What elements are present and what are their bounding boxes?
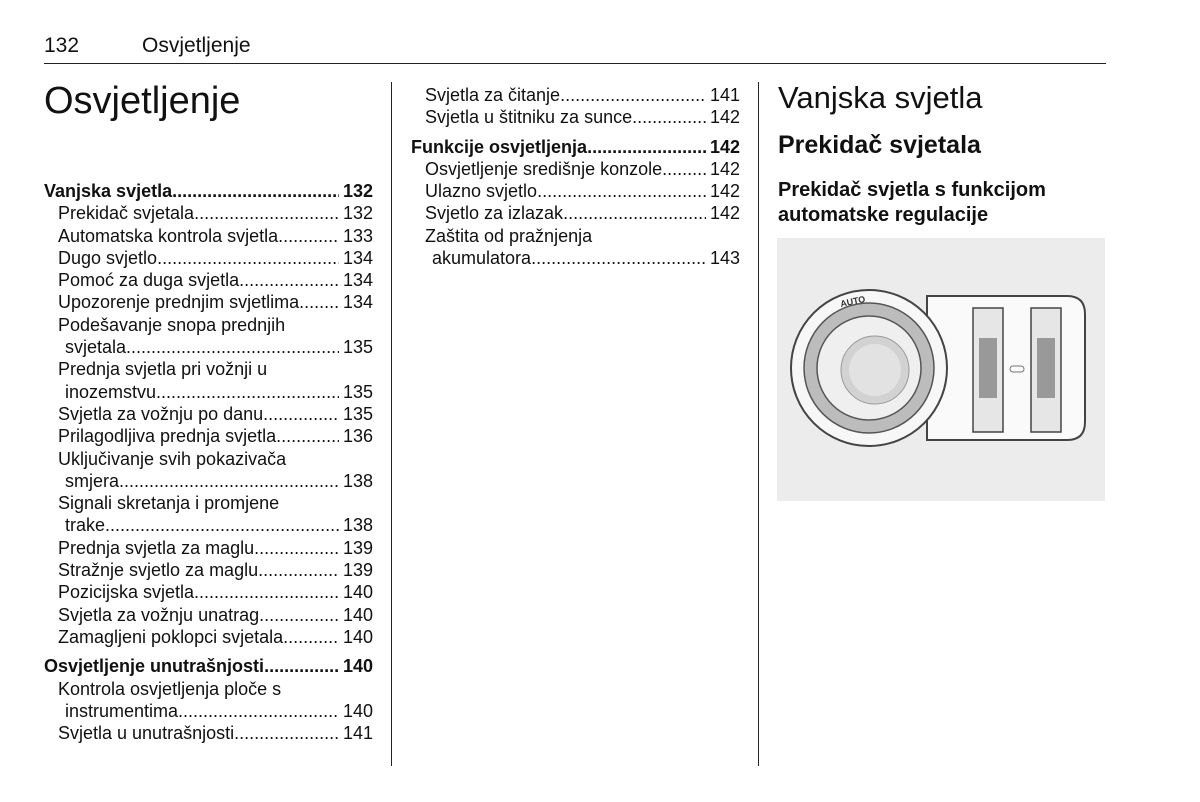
toc-page-number: 143	[709, 248, 740, 269]
table-of-contents-column-2	[411, 84, 740, 269]
toc-entry	[44, 700, 373, 722]
toc-page-number: 142	[709, 181, 740, 202]
toc-page-number: 138	[342, 515, 373, 536]
toc-entry	[44, 626, 373, 648]
toc-leader-dots	[587, 136, 706, 158]
toc-entry	[44, 403, 373, 425]
toc-entry	[44, 202, 373, 224]
toc-leader-dots	[299, 291, 339, 313]
toc-leader-dots	[258, 559, 339, 581]
toc-leader-dots	[632, 106, 706, 128]
toc-entry	[411, 136, 740, 158]
toc-entry-label: Stražnje svjetlo za maglu	[58, 560, 259, 581]
toc-page-number: 141	[342, 723, 373, 744]
toc-entry-label: Prilagodljiva prednja svjetla	[58, 426, 277, 447]
toc-entry-label-continued: svjetala	[65, 337, 127, 358]
toc-entry-label: Pomoć za duga svjetla	[58, 270, 240, 291]
toc-page-number: 135	[342, 403, 373, 424]
toc-entry	[44, 604, 373, 626]
toc-entry-label-continued: akumulatora	[432, 248, 532, 269]
toc-entry-label-continued: smjera	[65, 470, 120, 491]
toc-leader-dots	[537, 180, 706, 202]
toc-entry	[44, 269, 373, 291]
toc-page-number: 135	[342, 337, 373, 358]
toc-leader-dots	[259, 604, 339, 626]
toc-entry-label: Kontrola osvjetljenja ploče s	[58, 678, 282, 699]
toc-entry-label: Vanjska svjetla	[44, 181, 173, 201]
toc-page-number: 141	[709, 85, 740, 105]
toc-entry-label: Prekidač svjetala	[58, 203, 195, 224]
toc-entry-label: Ulazno svjetlo	[425, 181, 538, 202]
toc-entry-label: Svjetla za vožnju po danu	[58, 403, 264, 424]
toc-entry-label-continued: inozemstvu	[65, 381, 157, 402]
toc-entry	[44, 581, 373, 603]
toc-entry	[44, 722, 373, 744]
section-heading: Vanjska svjetla	[778, 80, 983, 115]
toc-entry-label: Signali skretanja i promjene	[58, 493, 280, 514]
toc-entry-label: Svjetla u štitniku za sunce	[425, 107, 633, 128]
toc-entry-label: Svjetla za čitanje	[425, 85, 561, 105]
toc-leader-dots	[283, 626, 339, 648]
subsection-heading: Prekidač svjetala	[778, 131, 981, 159]
column-divider	[758, 82, 759, 766]
toc-entry-label: Osvjetljenje središnje konzole	[425, 158, 663, 179]
toc-page-number: 140	[342, 626, 373, 647]
running-head	[44, 34, 251, 58]
header-rule	[44, 63, 1106, 64]
toc-entry	[44, 559, 373, 581]
toc-leader-dots	[194, 581, 339, 603]
dial-label-auto: AUTO	[839, 293, 867, 309]
toc-entry	[44, 225, 373, 247]
toc-leader-dots	[156, 381, 339, 403]
toc-entry	[44, 655, 373, 677]
toc-entry	[411, 106, 740, 128]
toc-page-number: 142	[709, 158, 740, 179]
toc-entry-label: Funkcije osvjetljenja	[411, 136, 588, 157]
toc-page-number: 134	[342, 292, 373, 313]
toc-entry	[44, 470, 373, 492]
toc-page-number: 132	[342, 203, 373, 224]
column-divider	[391, 82, 392, 766]
toc-page-number: 140	[342, 656, 373, 677]
toc-leader-dots	[126, 336, 339, 358]
toc-leader-dots	[178, 700, 339, 722]
toc-leader-dots	[276, 425, 339, 447]
toc-page-number: 140	[342, 582, 373, 603]
toc-entry	[44, 180, 373, 202]
toc-page-number: 133	[342, 225, 373, 246]
toc-leader-dots	[172, 180, 339, 202]
toc-page-number: 136	[342, 426, 373, 447]
toc-entry-label: Prednja svjetla za maglu	[58, 537, 255, 558]
toc-leader-dots	[560, 84, 706, 106]
toc-leader-dots	[234, 722, 339, 744]
toc-entry-label: Automatska kontrola svjetla	[58, 225, 279, 246]
toc-entry	[411, 84, 740, 106]
chapter-title: Osvjetljenje	[44, 80, 241, 122]
toc-entry	[411, 180, 740, 202]
toc-page-number: 142	[709, 107, 740, 128]
toc-leader-dots	[263, 403, 339, 425]
toc-entry-label: Zamagljeni poklopci svjetala	[58, 626, 284, 647]
toc-page-number: 134	[342, 270, 373, 291]
toc-page-number: 134	[342, 247, 373, 268]
page-number: 132	[44, 34, 80, 57]
toc-entry-label-continued: trake	[65, 515, 106, 536]
toc-entry	[411, 158, 740, 180]
toc-page-number: 140	[342, 604, 373, 625]
toc-leader-dots	[119, 470, 339, 492]
light-switch-figure	[777, 238, 1105, 501]
toc-leader-dots	[254, 537, 339, 559]
toc-entry-label: Upozorenje prednjim svjetlima	[58, 292, 300, 313]
toc-page-number: 138	[342, 470, 373, 491]
toc-entry-label: Uključivanje svih pokazivača	[58, 448, 287, 469]
toc-entry-label-continued: instrumentima	[65, 700, 179, 721]
light-switch-illustration	[777, 238, 1105, 501]
toc-leader-dots	[194, 202, 339, 224]
toc-entry	[411, 247, 740, 269]
toc-page-number: 132	[342, 181, 373, 201]
toc-entry-label: Osvjetljenje unutrašnjosti	[44, 656, 265, 677]
toc-entry-label: Prednja svjetla pri vožnji u	[58, 359, 268, 380]
toc-leader-dots	[105, 514, 339, 536]
toc-page-number: 142	[709, 203, 740, 224]
toc-entry	[44, 291, 373, 313]
table-of-contents-column-1	[44, 180, 373, 744]
toc-leader-dots	[278, 225, 339, 247]
toc-leader-dots	[563, 202, 706, 224]
toc-page-number: 135	[342, 381, 373, 402]
toc-entry-label: Svjetlo za izlazak	[425, 203, 564, 224]
toc-leader-dots	[531, 247, 706, 269]
toc-entry	[44, 537, 373, 559]
toc-entry-label: Podešavanje snopa prednjih	[58, 314, 286, 335]
toc-leader-dots	[662, 158, 706, 180]
toc-entry	[44, 247, 373, 269]
toc-entry	[411, 202, 740, 224]
subsubsection-heading: Prekidač svjetla s funkcijom automatske regulacije	[778, 179, 1046, 226]
toc-entry-label: Zaštita od pražnjenja	[425, 225, 593, 246]
toc-leader-dots	[157, 247, 339, 269]
toc-entry	[44, 381, 373, 403]
toc-entry	[44, 336, 373, 358]
toc-entry	[44, 514, 373, 536]
toc-page-number: 139	[342, 560, 373, 581]
toc-entry-label: Svjetla u unutrašnjosti	[58, 723, 235, 744]
toc-entry-label: Pozicijska svjetla	[58, 582, 195, 603]
toc-entry-label: Dugo svjetlo	[58, 247, 158, 268]
toc-entry-label: Svjetla za vožnju unatrag	[58, 604, 260, 625]
toc-leader-dots	[239, 269, 339, 291]
toc-entry	[44, 425, 373, 447]
toc-page-number: 139	[342, 537, 373, 558]
toc-page-number: 140	[342, 700, 373, 721]
toc-page-number: 142	[709, 136, 740, 157]
toc-leader-dots	[264, 655, 339, 677]
running-title: Osvjetljenje	[142, 34, 251, 57]
